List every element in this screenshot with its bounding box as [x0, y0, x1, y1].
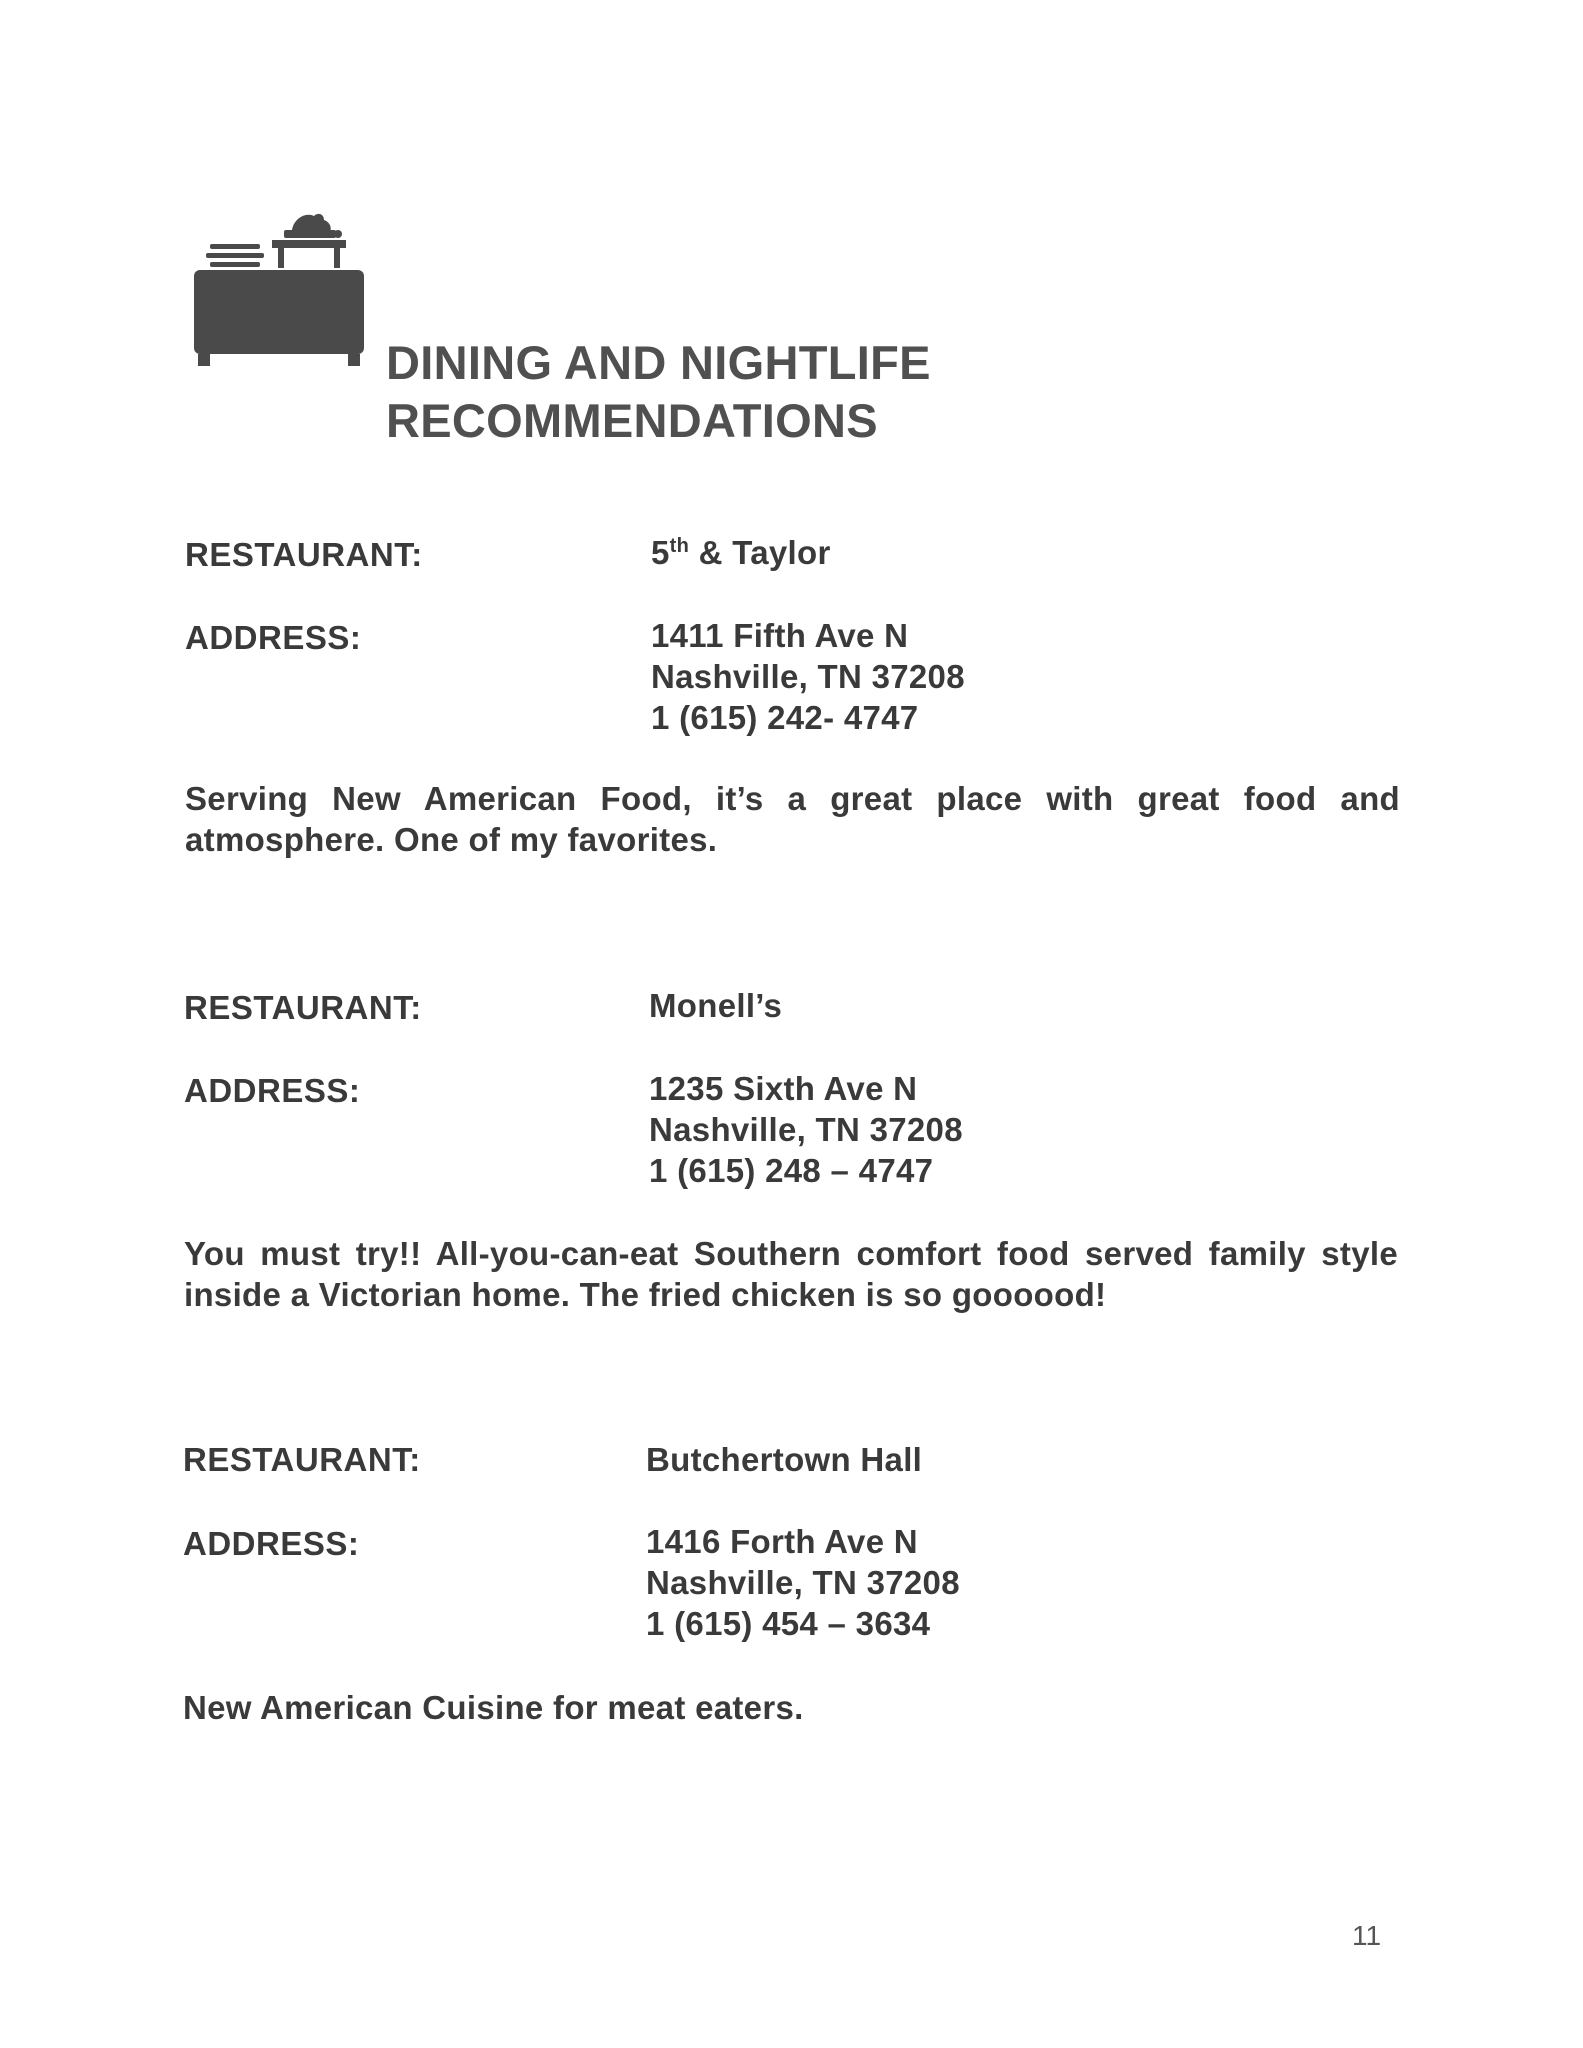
- restaurant-label: RESTAURANT:: [185, 536, 423, 573]
- title-line-2: RECOMMENDATIONS: [386, 394, 878, 447]
- page-title: [386, 334, 931, 450]
- address-city: Nashville, TN 37208: [646, 1564, 960, 1601]
- title-line-1: DINING AND NIGHTLIFE: [386, 336, 931, 389]
- restaurant-name-superscript: th: [669, 535, 690, 557]
- address-phone: 1 (615) 248 – 4747: [649, 1152, 934, 1189]
- address-city: Nashville, TN 37208: [651, 658, 965, 695]
- restaurant-label: RESTAURANT:: [183, 1441, 421, 1478]
- address-street: 1235 Sixth Ave N: [649, 1070, 918, 1107]
- restaurant-description: New American Cuisine for meat eaters.: [183, 1689, 804, 1726]
- address-phone: 1 (615) 242- 4747: [651, 699, 919, 736]
- restaurant-name-rest: & Taylor: [689, 534, 831, 571]
- address-label: ADDRESS:: [183, 1525, 360, 1562]
- restaurant-name: Butchertown Hall: [646, 1441, 923, 1478]
- restaurant-name: Monell’s: [649, 987, 783, 1024]
- restaurant-name: [651, 532, 831, 573]
- restaurant-name-number: 5: [651, 534, 670, 571]
- address-label: ADDRESS:: [184, 1072, 361, 1109]
- address-phone: 1 (615) 454 – 3634: [646, 1605, 931, 1642]
- restaurant-description: You must try!! All-you-can-eat Southern comfort food served family style inside a Victorian home. The fried chicken is so goooood!: [184, 1235, 1398, 1313]
- address-city: Nashville, TN 37208: [649, 1111, 963, 1148]
- restaurant-address: [651, 615, 965, 738]
- restaurant-address: [646, 1521, 960, 1644]
- buffet-table-icon: [188, 208, 370, 368]
- restaurant-label: RESTAURANT:: [184, 989, 422, 1026]
- page-number: 11: [1352, 1920, 1382, 1951]
- address-street: 1416 Forth Ave N: [646, 1523, 918, 1560]
- address-label: ADDRESS:: [185, 619, 362, 656]
- restaurant-address: [649, 1068, 963, 1191]
- restaurant-description: Serving New American Food, it’s a great place with great food and atmosphere. One of my favorites.: [185, 780, 1400, 858]
- address-street: 1411 Fifth Ave N: [651, 617, 909, 654]
